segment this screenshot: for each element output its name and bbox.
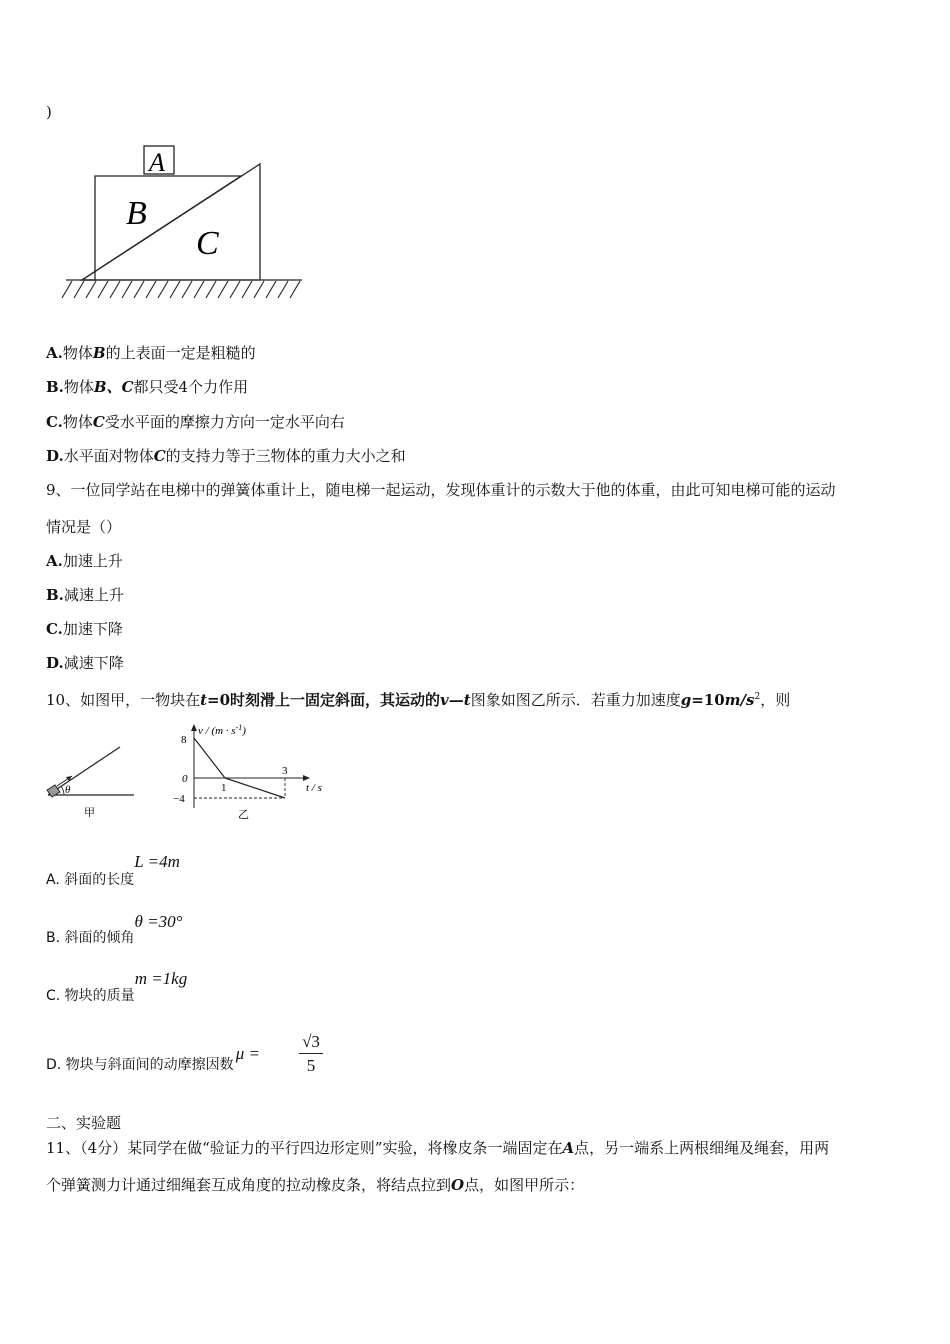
label-c: C <box>196 225 219 262</box>
q10-stem: 10、如图甲，一物块在t=0时刻滑上一固定斜面，其运动的v—t图象如图乙所示．若重力加速度$g=10m/s^2$，则 <box>46 691 791 709</box>
tick-3: 3 <box>282 765 288 777</box>
q8-option-a[interactable]: A.物体B的上表面一定是粗糙的 <box>46 344 256 362</box>
graph-caption: 乙 <box>238 809 249 821</box>
q11-stem-line2: 个弹簧测力计通过细绳套互成角度的拉动橡皮条，将结点拉到O点，如图甲所示： <box>46 1176 585 1194</box>
q9-option-c[interactable]: C.加速下降 <box>46 620 123 638</box>
v-axis-arrow <box>191 724 197 731</box>
q10-option-a[interactable]: A. 斜面的长度L =4m <box>46 852 180 888</box>
q9-option-d[interactable]: D.减速下降 <box>46 654 124 672</box>
q8-option-b[interactable]: B.物体B、C都只受4个力作用 <box>46 378 249 396</box>
tick-1: 1 <box>221 782 227 794</box>
fraction-numerator: √3 <box>302 1032 320 1051</box>
vt-segment-1 <box>194 738 225 778</box>
label-a: A <box>149 148 165 177</box>
x-axis-label: t / s <box>306 782 322 794</box>
q9-stem-line2: 情况是（） <box>46 518 122 536</box>
y-axis-label: $v / (m \cdot s^{-1})$ <box>198 723 246 737</box>
block-c <box>82 164 260 280</box>
q9-option-a[interactable]: A.加速上升 <box>46 552 123 570</box>
incline-caption: 甲 <box>84 807 95 819</box>
section-title-experiments: 二、实验题 <box>46 1114 122 1132</box>
tick-0: 0 <box>182 773 188 785</box>
fraction <box>298 1031 324 1078</box>
theta-arc <box>61 786 64 795</box>
incline-slope <box>48 747 120 795</box>
continuation-paren: ) <box>46 103 52 121</box>
tick-8: 8 <box>181 734 187 746</box>
figure-blocks-abc <box>58 140 308 302</box>
label-b: B <box>126 195 147 232</box>
vt-segment-2 <box>225 778 285 798</box>
q9-option-b[interactable]: B.减速上升 <box>46 586 124 604</box>
q8-option-d[interactable]: D.水平面对物体C的支持力等于三物体的重力大小之和 <box>46 447 406 465</box>
q10-option-c[interactable]: C. 物块的质量m =1kg <box>46 969 188 1004</box>
q10-option-b[interactable]: B. 斜面的倾角θ =30° <box>46 912 183 946</box>
q10-option-d[interactable]: D. 物块与斜面间的动摩擦因数μ = <box>46 1044 260 1073</box>
figure-incline <box>40 740 140 822</box>
figure-vt-graph <box>168 716 333 824</box>
q8-option-c[interactable]: C.物体C受水平面的摩擦力方向一定水平向右 <box>46 413 345 431</box>
q9-stem-line1: 9、一位同学站在电梯中的弹簧体重计上，随电梯一起运动，发现体重计的示数大于他的体重，由此可知电梯可能的运动 <box>46 481 836 499</box>
t-axis-arrow <box>303 775 310 781</box>
q11-stem-line1: 11、（4分）某同学在做“验证力的平行四边形定则”实验，将橡皮条一端固定在A点，另一端系上两根细绳及绳套，用两 <box>46 1139 830 1157</box>
ground-hatch <box>62 281 300 298</box>
fraction-denominator: 5 <box>306 1056 316 1075</box>
tick-minus4: −4 <box>173 793 185 805</box>
theta-label: θ <box>65 784 71 796</box>
